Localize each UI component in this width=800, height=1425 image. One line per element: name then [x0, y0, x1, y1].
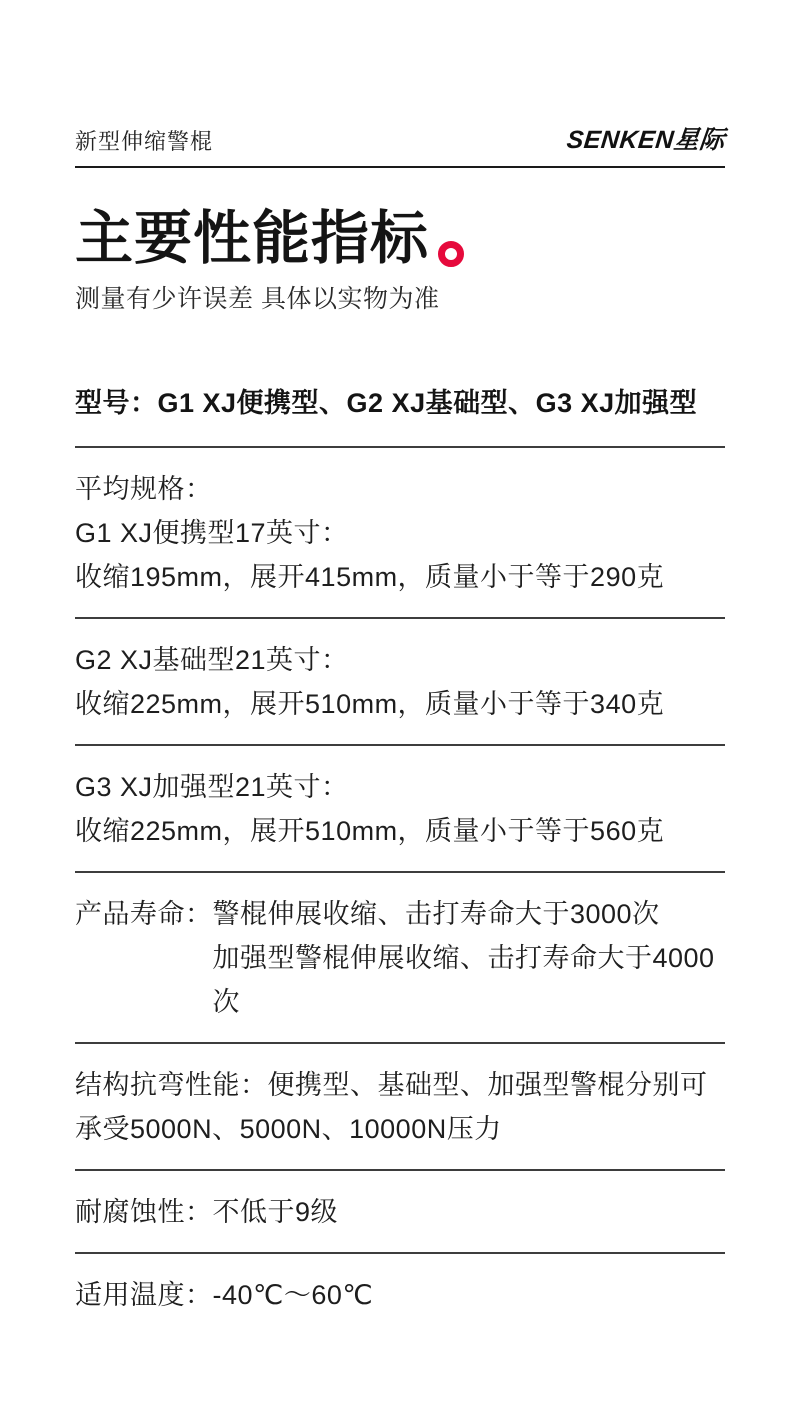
section-lifespan [75, 873, 725, 1044]
lifespan-row [75, 892, 725, 1024]
lifespan-standard-value: 警棍伸展收缩、击打寿命大于3000次 [212, 898, 660, 929]
g1-model-detail: 收缩195mm，展开415mm，质量小于等于290克 [75, 561, 665, 592]
page-subtitle: 测量有少许误差 具体以实物为准 [75, 284, 440, 313]
brand-logo: SENKEN星际 [565, 126, 727, 154]
section-specs-g3 [75, 746, 725, 873]
product-line-label: 新型伸缩警棍 [75, 129, 214, 154]
g2-model-detail: 收缩225mm，展开510mm，质量小于等于340克 [75, 688, 665, 719]
section-bending-strength [75, 1044, 725, 1171]
g2-model-name: G2 XJ基础型21英寸： [75, 644, 349, 675]
g1-model-name: G1 XJ便携型17英寸： [75, 517, 349, 548]
lifespan-reinforced-value: 加强型警棍伸展收缩、击打寿命大于4000次 [212, 942, 715, 1017]
g3-model-name: G3 XJ加强型21英寸： [75, 771, 349, 802]
page-title: 主要性能指标 [75, 206, 430, 271]
model-list-line: 型号：G1 XJ便携型、G2 XJ基础型、G3 XJ加强型 [75, 381, 725, 448]
section-temperature-range [75, 1254, 725, 1335]
hero-title-row [75, 208, 725, 271]
corrosion-resistance-text: 耐腐蚀性：不低于9级 [75, 1196, 339, 1227]
section-specs-g2 [75, 619, 725, 746]
section-average-specs-g1 [75, 448, 725, 619]
page-header [75, 0, 725, 168]
temperature-range-text: 适用温度：-40℃～60℃ [75, 1279, 374, 1310]
bending-strength-text: 结构抗弯性能：便携型、基础型、加强型警棍分别可承受5000N、5000N、10000N压力 [75, 1069, 708, 1144]
lifespan-label: 产品寿命： [75, 898, 213, 929]
section-corrosion-resistance [75, 1171, 725, 1254]
average-specs-label: 平均规格： [75, 473, 213, 504]
lifespan-values [213, 892, 726, 1024]
hero-section [75, 208, 725, 315]
g3-model-detail: 收缩225mm，展开510mm，质量小于等于560克 [75, 815, 665, 846]
red-ring-period-icon [438, 241, 464, 267]
